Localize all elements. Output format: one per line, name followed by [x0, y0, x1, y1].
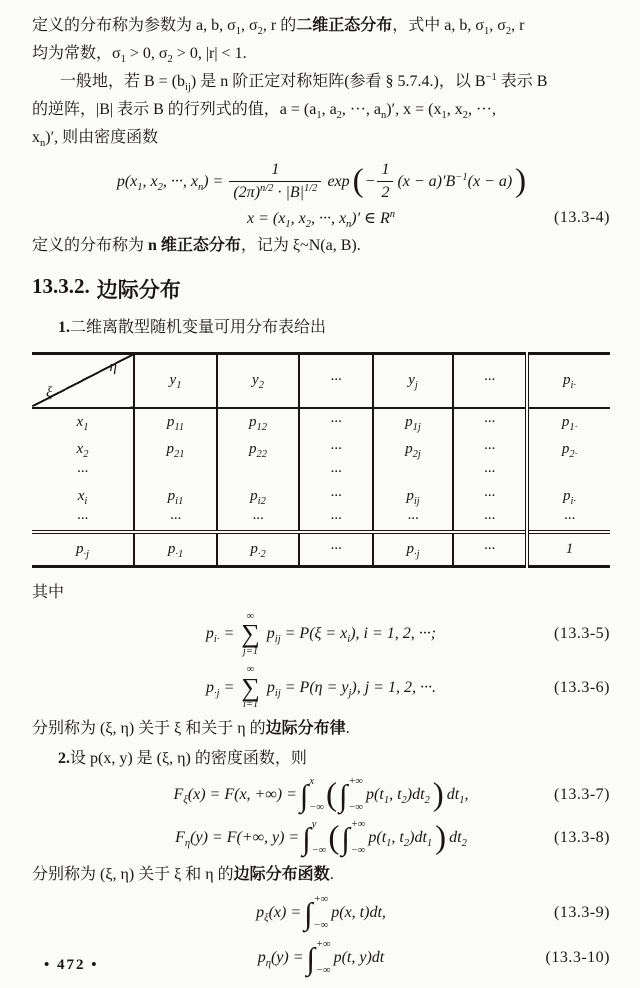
equation-13-3-5: [32, 612, 610, 658]
eq8-outer-lower: −∞: [311, 845, 327, 857]
eq7-inner-lower: −∞: [348, 802, 364, 814]
right-paren: ): [432, 776, 444, 813]
table-cell: $p_{i\cdot}$: [527, 483, 610, 510]
marginal-cdf-line: [32, 861, 610, 889]
eq9-integral: [304, 895, 328, 932]
sigma-sum-icon: ∑: [241, 672, 260, 702]
equation-13-3-4-line2: [32, 208, 610, 228]
table-cell: $p_{i2}$: [217, 483, 299, 510]
table-row: [32, 483, 610, 510]
intro-line-1-post: ，式中 a, b, $\sigma_1$, $\sigma_2$, r: [392, 17, 525, 37]
eq9-rhs: p(x, t)dt,: [331, 904, 386, 922]
after-eq4-pre: 定义的分布称为: [32, 236, 149, 254]
integral-icon: ∫: [306, 940, 316, 976]
eq6-summation: [241, 665, 260, 711]
table-cell: [217, 463, 299, 483]
among-which-label: 其中: [32, 583, 65, 601]
table-header-row: [32, 353, 610, 408]
table-header-cell: $y_1$: [134, 353, 217, 408]
table-cell: ···: [299, 483, 373, 510]
table-header-cell: $y_j$: [373, 353, 453, 408]
table-cell: ···: [453, 510, 527, 532]
equation-13-3-9: [32, 895, 610, 932]
eq10-rhs: p(t, y)dt: [333, 949, 385, 967]
intro-line-1-pre: 定义的分布称为参数为 a, b, $\sigma_1$, $\sigma_2$, r 的: [32, 17, 297, 37]
general-paragraph-line-3: $x_n)'$, 则由密度函数: [32, 129, 159, 149]
left-paren: (: [328, 819, 340, 856]
intro-line-1: [32, 12, 610, 40]
item-2-text: 设 p(x, y) 是 (ξ, η) 的密度函数，则: [70, 749, 307, 767]
table-cell: $p_{1j}$: [373, 408, 453, 436]
table-cell: ···: [453, 436, 527, 463]
table-header-cell: ···: [453, 353, 527, 408]
table-corner-cell: [32, 353, 134, 408]
eq7-number: (13.3-7): [554, 786, 610, 804]
eq6-number: (13.3-6): [554, 679, 610, 697]
eq8-integrand: $p(t_1$, $t_2)dt_1$: [368, 829, 433, 850]
table-cell: ···: [134, 510, 217, 532]
eq5-lhs: $p_{i\cdot}$ =: [205, 625, 235, 646]
table-cell: $x_1$: [76, 413, 89, 433]
table-cell: ···: [453, 532, 527, 567]
eq5-number: (13.3-5): [554, 625, 610, 643]
joint-distribution-table: [32, 352, 610, 568]
intro-line-2: 均为常数，$\sigma_1 > 0$, $\sigma_2 > 0$, |r| < 1.: [32, 45, 247, 65]
table-cell: ···: [299, 436, 373, 463]
corner-xi-label: ξ: [46, 384, 53, 401]
equation-13-3-7: [32, 777, 610, 814]
item-1-marker: 1.: [58, 318, 70, 336]
eq6-sum-lower: i=1: [243, 699, 259, 711]
eq10-lhs: $p_\eta(y)$ =: [257, 949, 304, 970]
eq7-outer-integral: [300, 777, 324, 814]
eq4-lhs: $p(x_1$, $x_2$, ···, $x_n$) =: [116, 172, 224, 193]
table-cell: [134, 463, 217, 483]
table-cell: ···: [299, 463, 373, 483]
eq7-outer-lower: −∞: [309, 802, 324, 814]
section-heading: [32, 274, 610, 304]
section-title: 边际分布: [96, 277, 181, 302]
table-cell: ···: [299, 510, 373, 532]
equation-13-3-8: [32, 820, 610, 857]
term-n-dim-normal: n 维正态分布: [148, 236, 241, 254]
table-cell: ···: [527, 510, 610, 532]
table-cell: $p_{\cdot j}$: [373, 532, 453, 567]
marginal-law-pre: 分别称为 (ξ, η) 关于 ξ 和关于 η 的: [32, 719, 266, 737]
equation-13-3-6: [32, 665, 610, 711]
eq4-half-num: 1: [381, 161, 390, 178]
table-header-cell: $y_2$: [217, 353, 299, 408]
corner-eta-label: η: [109, 358, 117, 375]
table-cell: $p_{\cdot 2}$: [217, 532, 299, 567]
eq8-outer-integral: [302, 820, 326, 857]
eq6-lhs: $p_{\cdot j}$ =: [206, 679, 235, 700]
table-marginal-row: [32, 532, 610, 567]
right-paren: ): [435, 819, 447, 856]
table-cell: $p_{\cdot 1}$: [134, 532, 217, 567]
sigma-sum-icon: ∑: [241, 619, 260, 649]
table-cell: ···: [453, 463, 527, 483]
eq5-sum-upper: ∞: [246, 610, 255, 622]
eq7-inner-upper: +∞: [348, 775, 364, 787]
equation-13-3-10: [32, 940, 610, 977]
eq9-number: (13.3-9): [554, 904, 610, 922]
term-marginal-cdf: 边际分布函数: [233, 865, 330, 883]
eq4-fraction: [229, 160, 321, 204]
table-cell: $p_{2\cdot}$: [527, 436, 610, 463]
eq7-outer-differential: $dt_1$,: [446, 786, 469, 807]
table-cell: ···: [76, 464, 89, 481]
eq4-denominator: $(2\pi)^{n/2} \cdot |B|^{1/2}$: [229, 181, 321, 204]
eq5-sum-lower: j=1: [242, 645, 259, 657]
table-cell: ···: [76, 511, 89, 528]
eq8-inner-lower: −∞: [350, 845, 366, 857]
eq7-outer-upper: x: [309, 775, 315, 787]
item-1-line: [32, 314, 610, 342]
table-cell: $p_{\cdot j}$: [32, 532, 134, 567]
table-cell: [373, 463, 453, 483]
eq9-lhs: $p_\xi(x)$ =: [256, 904, 302, 925]
table-cell: $x_2$: [76, 440, 89, 460]
marginal-cdf-pre: 分别称为 (ξ, η) 关于 ξ 和 η 的: [32, 865, 234, 883]
eq8-number: (13.3-8): [554, 829, 610, 847]
table-row: [32, 463, 610, 483]
table-header-cell: ···: [299, 353, 373, 408]
general-paragraph-line-1: 一般地，若 $B = (b_{ij})$ 是 n 阶正定对称矩阵(参看 § 5.7.4.)，以 $B^{-1}$ 表示 B: [60, 72, 548, 93]
item-2-line: [32, 745, 610, 773]
table-cell: $p_{1\cdot}$: [527, 408, 610, 436]
table-cell: ···: [217, 510, 299, 532]
eq4-numerator: 1: [271, 161, 280, 178]
section-number: 13.3.2.: [32, 273, 90, 298]
marginal-law-post: .: [345, 719, 350, 737]
eq8-inner-integral: [341, 820, 365, 857]
marginal-cdf-post: .: [329, 865, 334, 883]
eq6-rhs: $p_{ij} = P(\eta = y_j)$, j = 1, 2, ···.: [266, 679, 436, 700]
eq9-upper: +∞: [313, 893, 329, 905]
general-paragraph-line-2: 的逆阵，|B| 表示 B 的行列式的值，$a = (a_1$, $a_2$, ···, $a_n)'$, $x = (x_1$, $x_2$, ···,: [32, 101, 496, 121]
after-eq4-post: ，记为 ξ~N(a, B).: [240, 236, 361, 254]
eq8-outer-upper: y: [311, 818, 317, 830]
eq4-half-den: 2: [377, 181, 393, 204]
table-cell: $p_{2j}$: [373, 436, 453, 463]
eq10-upper: +∞: [316, 938, 331, 950]
integral-icon: ∫: [302, 820, 311, 856]
page-number: • 472 •: [44, 957, 99, 973]
eq4-number: (13.3-4): [554, 208, 610, 226]
table-cell: [527, 463, 610, 483]
left-paren: (: [325, 776, 337, 813]
eq4-minus: −: [364, 172, 376, 190]
table-cell: $p_{i1}$: [134, 483, 217, 510]
eq8-lhs: $F_\eta(y) = F(+\infty$, y) =: [175, 829, 300, 850]
eq8-outer-differential: $dt_2$: [449, 829, 467, 850]
term-marginal-law: 边际分布律: [265, 719, 346, 737]
eq9-lower: −∞: [313, 920, 329, 932]
table-cell: $p_{21}$: [134, 436, 217, 463]
after-eq4-line: [32, 232, 610, 260]
table-cell: ···: [373, 510, 453, 532]
table-row: [32, 408, 610, 436]
table-row: [32, 510, 610, 532]
table-header-cell: $p_{i\cdot}$: [527, 353, 610, 408]
table-cell: $p_{11}$: [134, 408, 217, 436]
item-1-text: 二维离散型随机变量可用分布表给出: [70, 318, 327, 336]
eq8-inner-upper: +∞: [350, 818, 366, 830]
eq7-lhs: $F_\xi(x) = F(x$, +∞) =: [173, 786, 297, 807]
table-cell: ···: [453, 408, 527, 436]
table-cell: ···: [299, 408, 373, 436]
eq7-integrand: $p(t_1$, $t_2)dt_2$: [366, 786, 430, 807]
eq4-domain: $x = (x_1$, $x_2$, ···, $x_n)'$ ∈ $R^n$: [247, 208, 395, 230]
table-cell: $x_i$: [77, 487, 88, 507]
table-cell: $p_{22}$: [217, 436, 299, 463]
eq10-lower: −∞: [316, 965, 331, 977]
item-2-marker: 2.: [58, 749, 70, 767]
integral-icon: ∫: [299, 777, 309, 813]
table-cell: $p_{12}$: [217, 408, 299, 436]
table-row: [32, 436, 610, 463]
left-paren: (: [352, 163, 364, 200]
eq6-sum-upper: ∞: [246, 664, 255, 676]
eq10-integral: [307, 940, 331, 977]
integral-icon: ∫: [338, 777, 348, 813]
eq5-rhs: $p_{ij} = P(\xi = x_i)$, i = 1, 2, ···;: [266, 625, 437, 646]
eq4-exp: exp: [327, 172, 350, 190]
integral-icon: ∫: [304, 895, 313, 931]
eq4-argument: $(x - a)'B^{-1}(x - a)$: [397, 171, 513, 190]
term-bivariate-normal: 二维正态分布: [296, 17, 393, 34]
eq4-one-half: [377, 160, 393, 204]
marginal-law-line: [32, 715, 610, 743]
equation-13-3-4-line1: [32, 160, 610, 204]
table-cell: ···: [299, 532, 373, 567]
table-cell: 1: [527, 532, 610, 567]
integral-icon: ∫: [341, 820, 350, 856]
table-cell: $p_{ij}$: [373, 483, 453, 510]
eq5-summation: [241, 612, 260, 658]
right-paren: ): [515, 163, 527, 200]
eq10-number: (13.3-10): [545, 949, 610, 967]
eq7-inner-integral: [339, 777, 363, 814]
table-cell: ···: [453, 483, 527, 510]
